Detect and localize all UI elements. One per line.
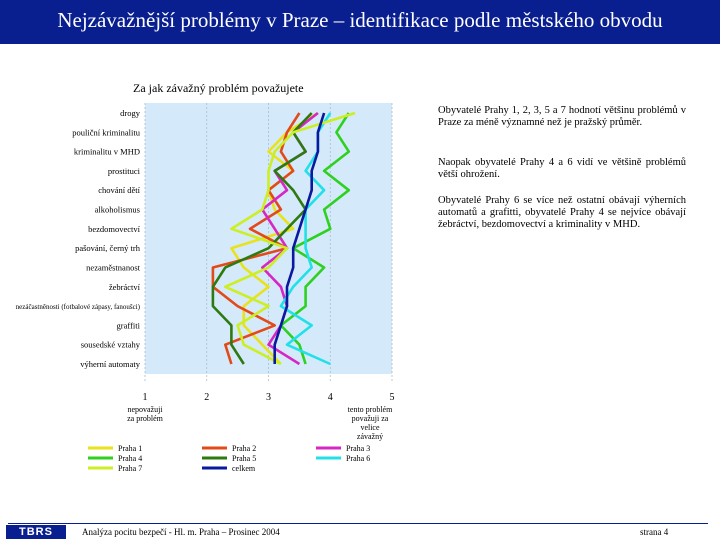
line-chart <box>0 70 430 480</box>
footer-divider <box>8 523 708 524</box>
page-title: Nejzávažnější problémy v Praze – identifikace podle městského obvodu <box>57 8 663 32</box>
legend-label: Praha 3 <box>346 444 371 453</box>
category-label: nezáčastněnosti (fotbalové zápasy, fanoušci) <box>15 303 140 312</box>
category-label: pašování, černý trh <box>75 243 140 254</box>
page-number: strana 4 <box>640 527 669 537</box>
category-label: výherní automaty <box>80 359 140 369</box>
category-label: bezdomovectví <box>88 223 140 234</box>
legend-label: Praha 4 <box>118 454 143 463</box>
header-bar <box>0 0 720 44</box>
x-tick-labels <box>143 392 395 403</box>
legend-label: Praha 6 <box>346 454 371 463</box>
company-logo: TBRS <box>6 525 66 539</box>
x-tick-label: 3 <box>266 392 271 403</box>
x-tick-label: 1 <box>142 392 148 403</box>
category-label: nezaměstnanost <box>86 262 140 273</box>
x-high-label: tento problém považuji za velice závažný <box>347 405 393 441</box>
x-low-label: nepovažuji za problém <box>127 405 163 423</box>
category-label: žebráctví <box>108 281 140 292</box>
category-labels <box>16 108 141 369</box>
legend-label: Praha 1 <box>118 444 143 453</box>
footer-text: Analýza pocitu bezpečí - Hl. m. Praha – Prosinec 2004 <box>82 527 280 537</box>
annotation-text-3: Obyvatelé Prahy 6 se více než ostatní obávají výherních automatů a grafitti, obyvatelé Prahy 4 se nejvíce obávají žebráctví, bezdomovectví a kriminality v MHD. <box>438 195 686 230</box>
annotation-text-2: Naopak obyvatelé Prahy 4 a 6 vidí ve většině problémů větší ohrožení. <box>438 157 686 180</box>
x-tick-label: 5 <box>389 392 395 403</box>
category-label: kriminalitu v MHD <box>73 146 140 157</box>
category-label: prostituci <box>107 165 140 176</box>
legend-label: celkem <box>232 464 256 473</box>
chart-legend <box>88 444 370 473</box>
category-label: alkoholismus <box>94 204 140 215</box>
legend-label: Praha 2 <box>232 444 257 453</box>
category-label: pouliční kriminalitu <box>72 127 140 138</box>
annotation-text-1: Obyvatelé Prahy 1, 2, 3, 5 a 7 hodnotí většinu problémů v Praze za méně významné než je pražský průměr. <box>438 105 686 128</box>
category-label: chování dětí <box>98 185 140 196</box>
chart-title: Za jak závažný problém považujete <box>133 81 304 95</box>
category-label: graffiti <box>116 320 140 331</box>
legend-label: Praha 5 <box>232 454 257 463</box>
x-tick-label: 2 <box>204 392 210 403</box>
x-tick-label: 4 <box>327 392 333 403</box>
category-label: drogy <box>120 108 140 118</box>
legend-label: Praha 7 <box>118 464 143 473</box>
category-label: sousedské vztahy <box>80 339 140 350</box>
